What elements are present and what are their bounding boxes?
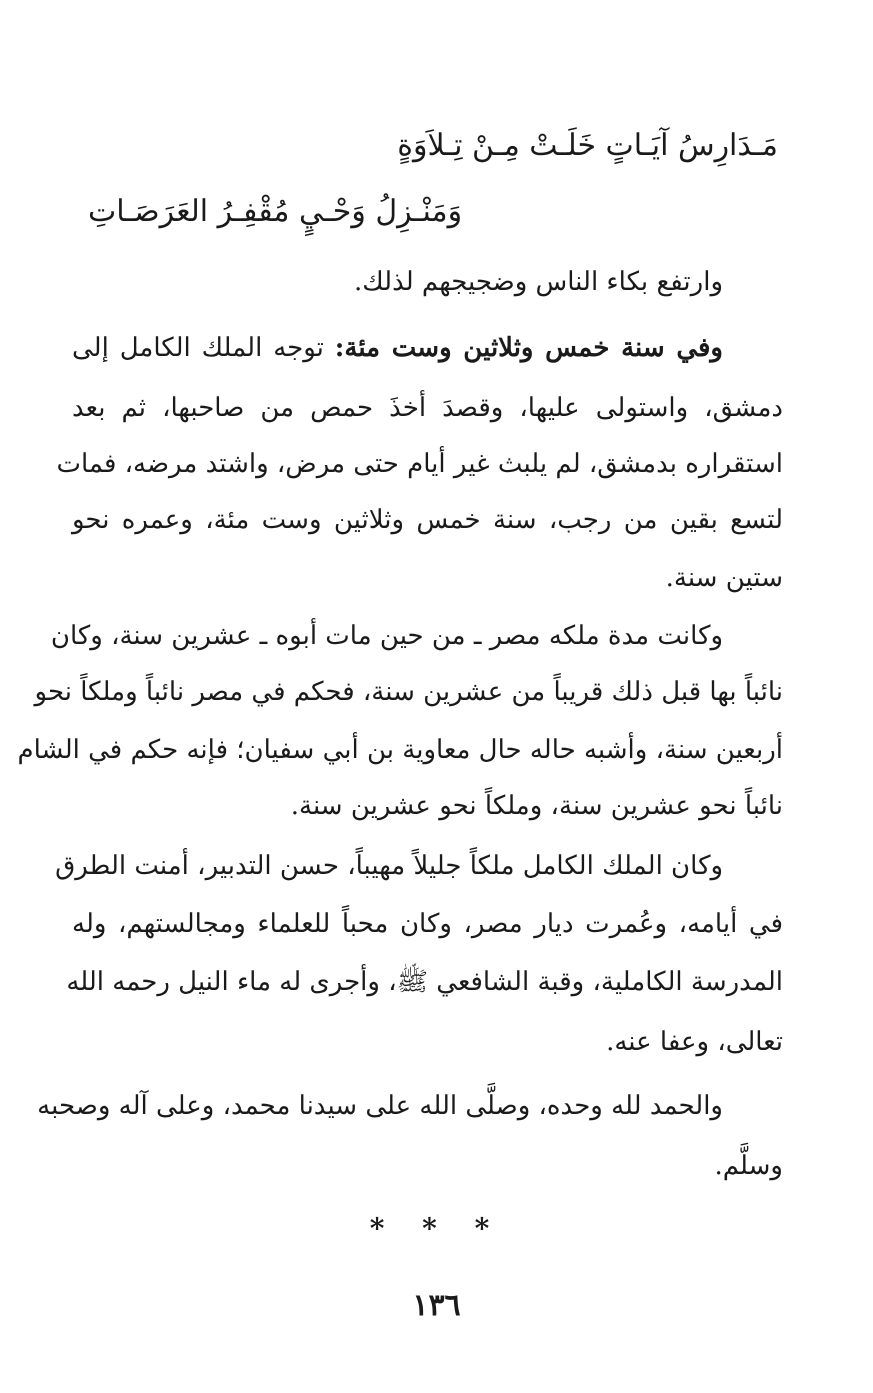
paragraph-2-heading: وفي سنة خمس وثلاثين وست مئة: bbox=[334, 333, 723, 363]
paragraph-2-line-5: ستين سنة. bbox=[665, 563, 783, 593]
paragraph-3-line-4: نائباً نحو عشرين سنة، وملكاً نحو عشرين سنة. bbox=[290, 791, 783, 821]
poem-verse-1: مَـدَارِسُ آيَـاتٍ خَلَـتْ مِـنْ تِـلاَوَةٍ bbox=[397, 128, 778, 163]
paragraph-2-line-1 bbox=[72, 328, 723, 368]
section-separator: * * * bbox=[369, 1212, 504, 1245]
paragraph-2-line-1-rest: توجه الملك الكامل إلى bbox=[72, 333, 335, 363]
paragraph-4-line-4: تعالى، وعفا عنه. bbox=[606, 1027, 783, 1057]
paragraph-5-line-1: والحمد لله وحده، وصلَّى الله على سيدنا محمد، وعلى آله وصحبه bbox=[37, 1091, 723, 1121]
paragraph-3-line-2: نائباً بها قبل ذلك قريباً من عشرين سنة، فحكم في مصر نائباً وملكاً نحو bbox=[34, 677, 783, 707]
paragraph-3-line-3: أربعين سنة، وأشبه حاله حال معاوية بن أبي سفيان؛ فإنه حكم في الشام bbox=[17, 735, 783, 765]
paragraph-4-line-2: في أيامه، وعُمرت ديار مصر، وكان محباً للعلماء ومجالستهم، وله bbox=[72, 909, 783, 939]
paragraph-2-line-4: لتسع بقين من رجب، سنة خمس وثلاثين وست مئة، وعمره نحو bbox=[72, 505, 783, 535]
paragraph-1-line-1: وارتفع بكاء الناس وضجيجهم لذلك. bbox=[353, 267, 723, 297]
page-number: ١٣٦ bbox=[412, 1288, 461, 1323]
paragraph-4-line-3: المدرسة الكاملية، وقبة الشافعي ﷺ، وأجرى له ماء النيل رحمه الله bbox=[66, 967, 783, 997]
paragraph-3-line-1: وكانت مدة ملكه مصر ـ من حين مات أبوه ـ عشرين سنة، وكان bbox=[50, 621, 723, 651]
paragraph-4-line-1: وكان الملك الكامل ملكاً جليلاً مهيباً، حسن التدبير، أمنت الطرق bbox=[55, 851, 723, 881]
paragraph-2-line-3: استقراره بدمشق، لم يلبث غير أيام حتى مرض، واشتد مرضه، فمات bbox=[56, 449, 783, 479]
paragraph-2-line-2: دمشق، واستولى عليها، وقصدَ أخذَ حمص من صاحبها، ثم بعد bbox=[72, 393, 783, 423]
poem-verse-2: وَمَنْـزِلُ وَحْـيٍ مُقْفِـرُ العَرَصَـاتِ bbox=[88, 194, 463, 229]
paragraph-5-line-2: وسلَّم. bbox=[714, 1151, 783, 1181]
